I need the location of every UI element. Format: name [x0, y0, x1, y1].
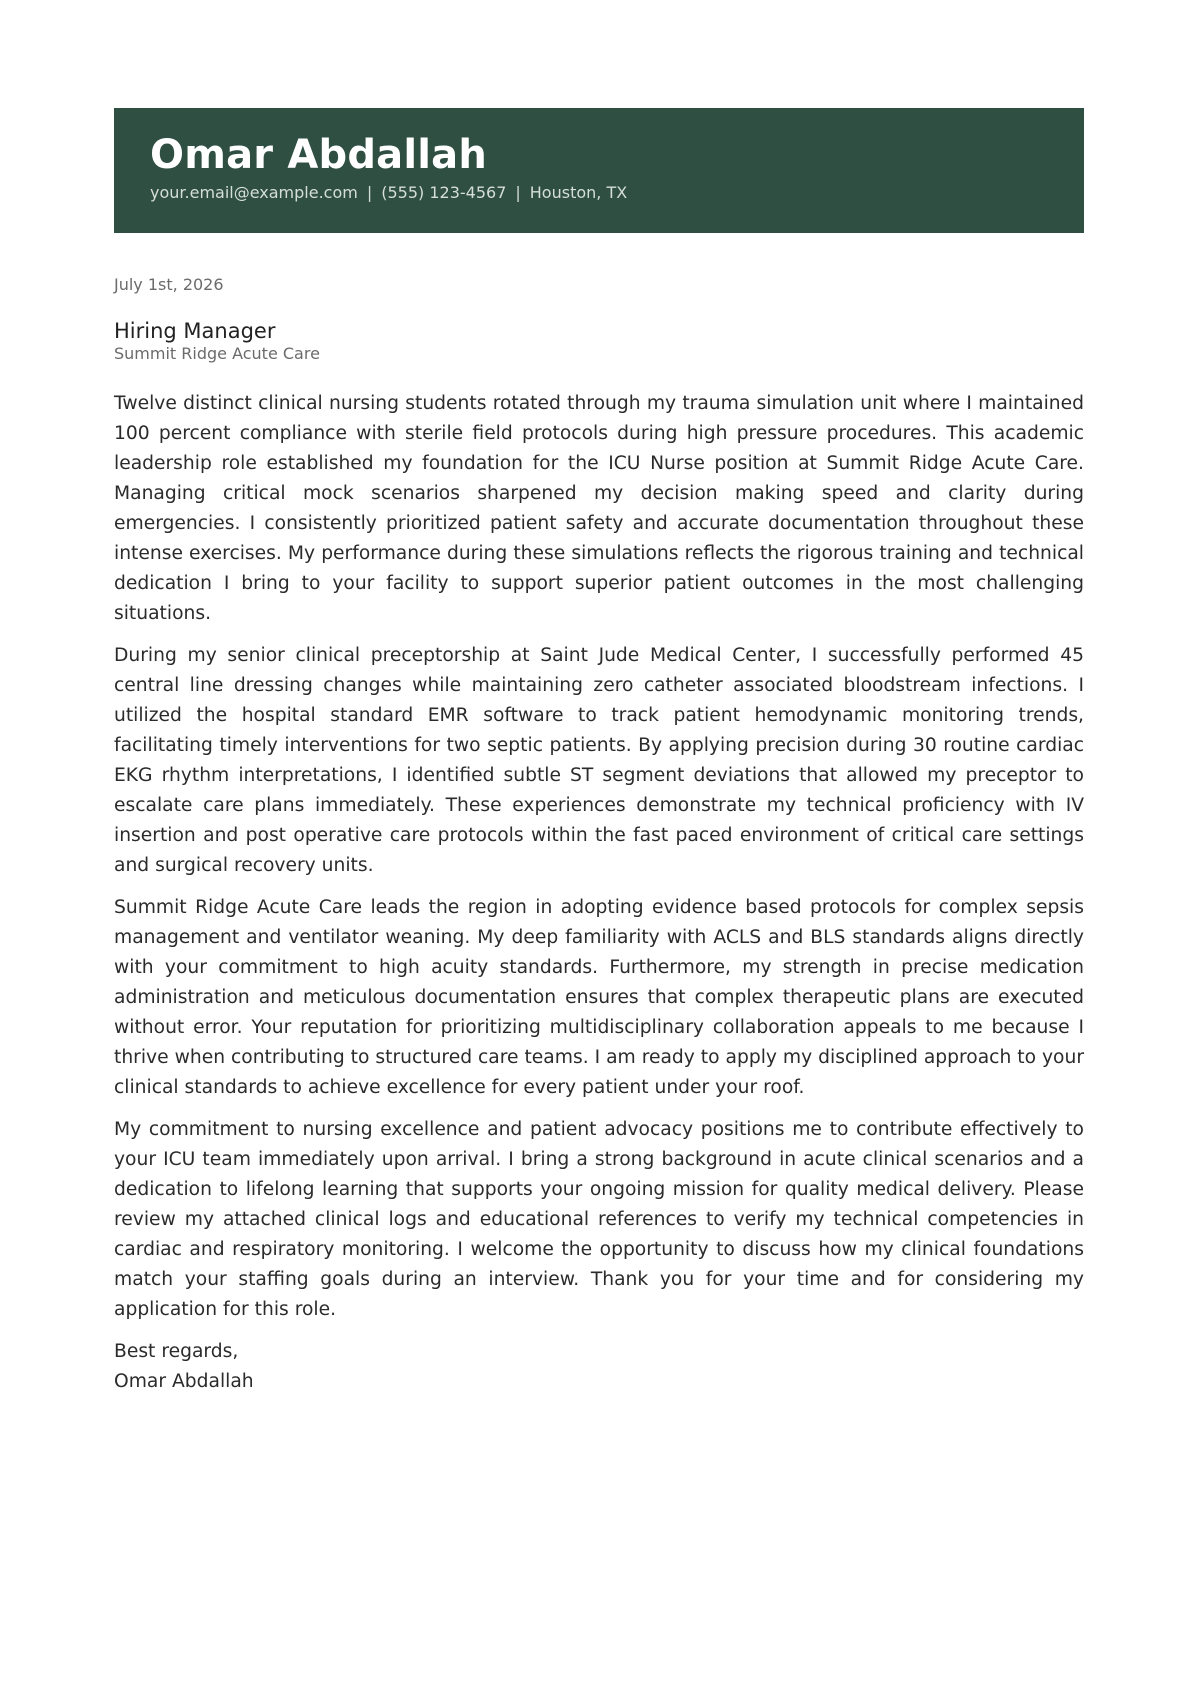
letter-date: July 1st, 2026	[114, 275, 224, 294]
contact-location: Houston, TX	[529, 183, 628, 202]
header-band	[114, 108, 1084, 233]
closing-salutation: Best regards,	[114, 1341, 239, 1362]
signature-name: Omar Abdallah	[114, 1371, 254, 1392]
body-paragraph: Twelve distinct clinical nursing students rotated through my trauma simulation unit where I maintained 100 percent compliance with sterile field protocols during high pressure procedures. This academic leadership role established my foundation for the ICU Nurse position at Summit Ridge Acute Care. Managing critical mock scenarios sharpened my decision making speed and clarity during emergencies. I consistently prioritized patient safety and accurate documentation throughout these intense exercises. My performance during these simulations reflects the rigorous training and technical dedication I bring to your facility to support superior patient outcomes in the most challenging situations.	[114, 393, 1084, 624]
body-paragraph: During my senior clinical preceptorship at Saint Jude Medical Center, I successfully performed 45 central line dressing changes while maintaining zero catheter associated bloodstream infections. I utilized the hospital standard EMR software to track patient hemodynamic monitoring trends, facilitating timely interventions for two septic patients. By applying precision during 30 routine cardiac EKG rhythm interpretations, I identified subtle ST segment deviations that allowed my preceptor to escalate care plans immediately. These experiences demonstrate my technical proficiency with IV insertion and post operative care protocols within the fast paced environment of critical care settings and surgical recovery units.	[114, 645, 1084, 876]
recipient-company: Summit Ridge Acute Care	[114, 344, 320, 363]
contact-line	[150, 182, 627, 204]
body-paragraph: Summit Ridge Acute Care leads the region in adopting evidence based protocols for complex sepsis management and ventilator weaning. My deep familiarity with ACLS and BLS standards aligns directly with your commitment to high acuity standards. Furthermore, my strength in precise medication administration and meticulous documentation ensures that complex therapeutic plans are executed without error. Your reputation for prioritizing multidisciplinary collaboration appeals to me because I thrive when contributing to structured care teams. I am ready to apply my disciplined approach to your clinical standards to achieve excellence for every patient under your roof.	[114, 897, 1084, 1098]
contact-separator: |	[366, 183, 373, 202]
body-paragraph: My commitment to nursing excellence and patient advocacy positions me to contribute effectively to your ICU team immediately upon arrival. I bring a strong background in acute clinical scenarios and a dedication to lifelong learning that supports your ongoing mission for quality medical delivery. Please review my attached clinical logs and educational references to verify my technical competencies in cardiac and respiratory monitoring. I welcome the opportunity to discuss how my clinical foundations match your staffing goals during an interview. Thank you for your time and for considering my application for this role.	[114, 1119, 1084, 1320]
applicant-name: Omar Abdallah	[150, 132, 488, 178]
contact-phone: (555) 123-4567	[381, 183, 507, 202]
closing-block	[114, 1337, 1084, 1397]
letter-body	[114, 389, 1084, 1397]
recipient-title: Hiring Manager	[114, 319, 276, 343]
contact-email: your.email@example.com	[150, 183, 358, 202]
contact-separator: |	[515, 183, 521, 202]
